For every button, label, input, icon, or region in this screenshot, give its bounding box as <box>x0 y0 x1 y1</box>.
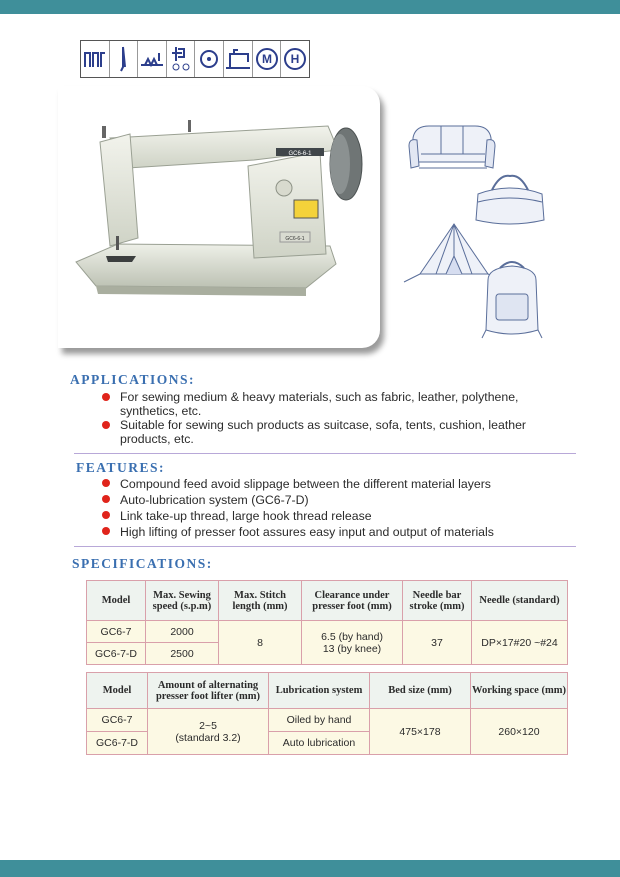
svg-text:M: M <box>261 52 272 66</box>
table-header: Model <box>87 673 148 709</box>
spec-table-2 <box>86 672 568 755</box>
list-item: Auto-lubrication system (GC6-7-D) <box>100 492 580 508</box>
table-cell: GC6-7 <box>87 709 148 732</box>
bullet-dot-icon <box>102 495 110 503</box>
table-cell: 2~5 (standard 3.2) <box>148 709 269 755</box>
applications-list <box>100 390 600 446</box>
table-cell: 8 <box>219 621 302 665</box>
table-header: Working space (mm) <box>471 673 568 709</box>
section-divider <box>74 453 576 454</box>
applications-heading: APPLICATIONS: <box>70 372 196 387</box>
table-header: Model <box>87 581 146 621</box>
list-item: Link take-up thread, large hook thread release <box>100 508 580 524</box>
bullet-dot-icon <box>102 421 110 429</box>
bullet-dot-icon <box>102 393 110 401</box>
bullet-dot-icon <box>102 479 110 487</box>
table-header: Max. Sewing speed (s.p.m) <box>146 581 219 621</box>
needle-icon <box>110 41 139 77</box>
medium-weight-badge-icon <box>253 41 282 77</box>
bullet-dot-icon <box>102 511 110 519</box>
table-cell: 2000 <box>146 621 219 643</box>
list-item: For sewing medium & heavy materials, such as fabric, leather, polythene, synthetics, etc. <box>100 390 600 418</box>
table-cell: DP×17#20 ~#24 <box>472 621 568 665</box>
thread-tension-icon <box>167 41 196 77</box>
table-cell: 2500 <box>146 643 219 665</box>
table-header: Needle bar stroke (mm) <box>403 581 472 621</box>
table-cell: GC6-7-D <box>87 643 146 665</box>
section-divider <box>74 546 576 547</box>
table-header: Needle (standard) <box>472 581 568 621</box>
top-accent-bar <box>0 0 620 14</box>
list-item: Suitable for sewing such products as suitcase, sofa, tents, cushion, leather products, etc. <box>100 418 600 446</box>
table-header: Clearance under presser foot (mm) <box>302 581 403 621</box>
feed-dog-icon <box>138 41 167 77</box>
sofa-sketch <box>405 118 500 178</box>
features-heading: FEATURES: <box>76 460 166 475</box>
spec-table-1 <box>86 580 568 665</box>
machine-icon <box>224 41 253 77</box>
machine-top-plate: GC6-6-1 <box>288 151 312 157</box>
backpack-sketch <box>478 256 546 342</box>
table-cell: Auto lubrication <box>269 732 370 755</box>
table-cell: 475×178 <box>370 709 471 755</box>
machine-front-plate: GC6-6-1 <box>285 236 305 242</box>
bullet-dot-icon <box>102 527 110 535</box>
svg-text:H: H <box>290 52 300 66</box>
list-item: Compound feed avoid slippage between the different material layers <box>100 476 580 492</box>
table-cell: 37 <box>403 621 472 665</box>
table-header: Amount of alternating presser foot lifter (mm) <box>148 673 269 709</box>
heavy-weight-badge-icon <box>281 41 309 77</box>
table-cell: GC6-7 <box>87 621 146 643</box>
table-cell: 260×120 <box>471 709 568 755</box>
bottom-accent-bar <box>0 860 620 877</box>
table-cell: GC6-7-D <box>87 732 148 755</box>
sewing-machine-photo <box>58 86 380 348</box>
features-list <box>100 476 580 540</box>
table-header: Max. Stitch length (mm) <box>219 581 302 621</box>
table-header: Bed size (mm) <box>370 673 471 709</box>
specifications-heading: SPECIFICATIONS: <box>72 556 213 571</box>
table-header: Lubrication system <box>269 673 370 709</box>
feature-icon-strip <box>80 40 310 78</box>
table-cell: Oiled by hand <box>269 709 370 732</box>
compound-feed-icon <box>81 41 110 77</box>
bobbin-icon <box>195 41 224 77</box>
list-item: High lifting of presser foot assures easy input and output of materials <box>100 524 580 540</box>
table-cell: 6.5 (by hand) 13 (by knee) <box>302 621 403 665</box>
